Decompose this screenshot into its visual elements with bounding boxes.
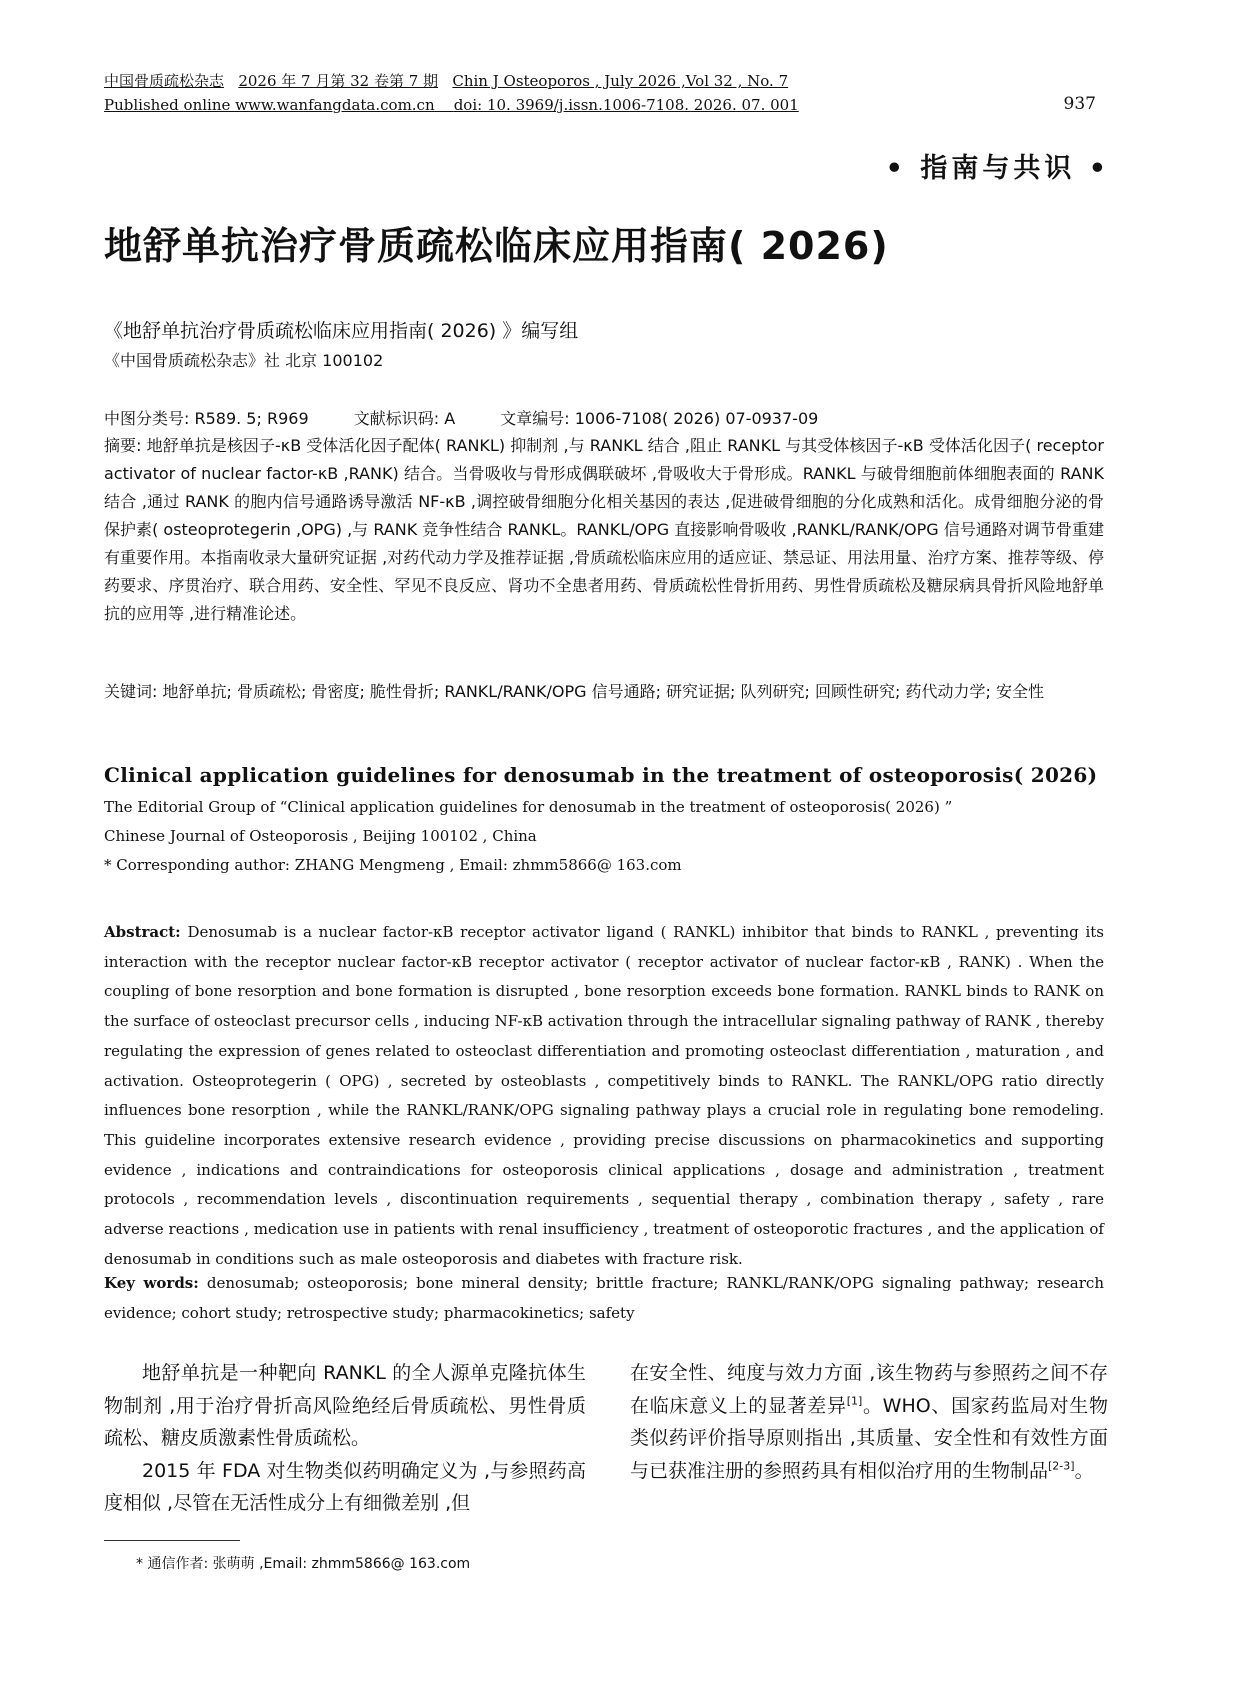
body-text: 在安全性、纯度与效力方面 ,该生物药与参照药之间不存在临床意义上的显著差异: [630, 1362, 1108, 1417]
title-cn: 地舒单抗治疗骨质疏松临床应用指南( 2026): [104, 224, 889, 268]
citation-ref: [2-3]: [1048, 1459, 1075, 1473]
page-number: 937: [1063, 94, 1096, 114]
doi: doi: 10. 3969/j.issn.1006-7108. 2026. 07. 001: [453, 96, 799, 114]
corresponding-author-en: * Corresponding author: ZHANG Mengmeng , Email: zhmm5866@ 163.com: [104, 856, 682, 874]
abstract-cn-label: 摘要:: [104, 436, 142, 455]
abstract-cn-text: 地舒单抗是核因子-κB 受体活化因子配体( RANKL) 抑制剂 ,与 RANKL 结合 ,阻止 RANKL 与其受体核因子-κB 受体活化因子( receptor activator of nuclear factor-κB ,RANK) 结合。当骨吸收与骨形成偶联破坏 ,骨吸收大于骨形成。RANKL 与破骨细胞前体细胞表面的 RANK 结合 ,通过 RANK 的胞内信号通路诱导激活 NF-κB ,调控破骨细胞分化相关基因的表达 ,促进破骨细胞的分化成熟和活化。成骨细胞分泌的骨保护素( osteoprotegerin ,OPG) ,与 RANK 竞争性结合 RANKL。RANKL/OPG 直接影响骨吸收 ,RANKL/RANK/OPG 信号通路对调节骨重建有重要作用。本指南收录大量研究证据 ,对药代动力学及推荐证据 ,骨质疏松临床应用的适应证、禁忌证、用法用量、治疗方案、推荐等级、停药要求、序贯治疗、联合用药、安全性、罕见不良反应、肾功不全患者用药、骨质疏松性骨折用药、男性骨质疏松及糖尿病具骨折风险地舒单抗的应用等 ,进行精准论述。: [104, 436, 1104, 623]
journal-name-en: Chin J Osteoporos , July 2026 ,Vol 32 , No. 7: [452, 72, 789, 90]
keywords-cn: [104, 678, 1104, 706]
keywords-en: [104, 1269, 1104, 1328]
journal-affiliation-en: Chinese Journal of Osteoporosis , Beijing 100102 , China: [104, 827, 537, 845]
classification-number: 中图分类号: R589. 5; R969: [104, 409, 309, 428]
authors-cn: 《地舒单抗治疗骨质疏松临床应用指南( 2026) 》编写组: [104, 320, 579, 342]
classification-meta: [104, 406, 858, 429]
keywords-en-label: Key words:: [104, 1274, 199, 1292]
published-online: Published online www.wanfangdata.com.cn: [104, 96, 435, 114]
keywords-cn-text: 地舒单抗; 骨质疏松; 骨密度; 脆性骨折; RANKL/RANK/OPG 信号通路; 研究证据; 队列研究; 回顾性研究; 药代动力学; 安全性: [162, 682, 1044, 701]
section-label: • 指南与共识 •: [885, 153, 1110, 184]
affiliation-cn: 《中国骨质疏松杂志》社 北京 100102: [104, 351, 384, 370]
publication-info: [104, 96, 799, 114]
body-text: 。WHO、国家药监局对生物类似药评价指导原则指出 ,其质量、安全性和有效性方面与已获准注册的参照药具有相似治疗用的生物制品: [630, 1394, 1108, 1482]
keywords-en-text: denosumab; osteoporosis; bone mineral density; brittle fracture; RANKL/RANK/OPG signaling pathway; research evidence; cohort study; retrospective study; pharmacokinetics; safety: [104, 1274, 1104, 1322]
footnote: * 通信作者: 张萌萌 ,Email: zhmm5866@ 163.com: [136, 1556, 471, 1572]
body-left-column: [104, 1357, 586, 1520]
abstract-en: [104, 918, 1104, 1274]
footnote-rule: [104, 1540, 240, 1541]
title-en: Clinical application guidelines for denosumab in the treatment of osteoporosis( 2026): [104, 763, 1098, 787]
editorial-group-en: The Editorial Group of “Clinical application guidelines for denosumab in the treatment of osteoporosis( 2026) ”: [104, 798, 953, 816]
body-text: 。: [1074, 1459, 1094, 1482]
document-code: 文献标识码: A: [353, 409, 456, 428]
article-number: 文章编号: 1006-7108( 2026) 07-0937-09: [500, 409, 819, 428]
body-paragraph: [630, 1357, 1108, 1487]
body-paragraph: 2015 年 FDA 对生物类似药明确定义为 ,与参照药高度相似 ,尽管在无活性成分上有细微差别 ,但: [104, 1459, 586, 1514]
abstract-cn: [104, 432, 1104, 628]
citation-ref: [1]: [846, 1394, 863, 1408]
abstract-en-label: Abstract:: [104, 923, 181, 941]
body-right-column: [630, 1357, 1108, 1487]
journal-name-cn: 中国骨质疏松杂志: [104, 72, 225, 90]
running-header: [104, 70, 788, 91]
body-paragraph: 地舒单抗是一种靶向 RANKL 的全人源单克隆抗体生物制剂 ,用于治疗骨折高风险绝经后骨质疏松、男性骨质疏松、糖皮质激素性骨质疏松。: [104, 1362, 586, 1449]
issue-cn: 2026 年 7 月第 32 卷第 7 期: [238, 72, 439, 90]
keywords-cn-label: 关键词:: [104, 682, 158, 701]
abstract-en-text: Denosumab is a nuclear factor-κB receptor activator ligand ( RANKL) inhibitor that binds to RANKL , preventing its interaction with the receptor nuclear factor-κB receptor activator ( receptor activator of nuclear factor-κB , RANK) . When the coupling of bone resorption and bone formation is disrupted , bone resorption exceeds bone formation. RANKL binds to RANK on the surface of osteoclast precursor cells , inducing NF-κB activation through the intracellular signaling pathway of RANK , thereby regulating the expression of genes related to osteoclast differentiation and promoting osteoclast differentiation , maturation , and activation. Osteoprotegerin ( OPG) , secreted by osteoblasts , competitively binds to RANKL. The RANKL/OPG ratio directly influences bone resorption , while the RANKL/RANK/OPG signaling pathway plays a crucial role in regulating bone remodeling. This guideline incorporates extensive research evidence , providing precise discussions on pharmacokinetics and supporting evidence , indications and contraindications for osteoporosis clinical applications , dosage and administration , treatment protocols , recommendation levels , discontinuation requirements , sequential therapy , combination therapy , safety , rare adverse reactions , medication use in patients with renal insufficiency , treatment of osteoporotic fractures , and the application of denosumab in conditions such as male osteoporosis and diabetes with fracture risk.: [104, 923, 1104, 1268]
